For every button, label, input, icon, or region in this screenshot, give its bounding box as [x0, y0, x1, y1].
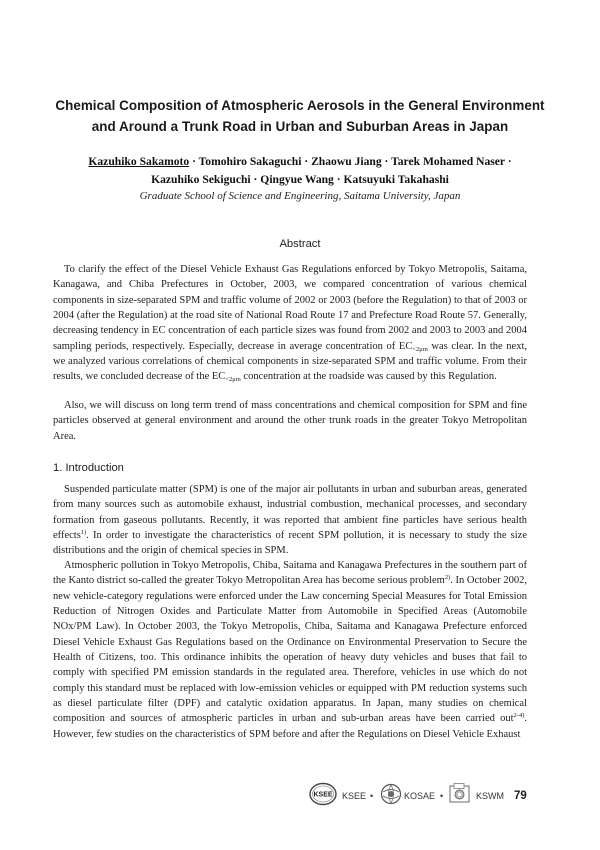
intro-text-a: Suspended particulate matter (SPM) is one of the major air pollutants in urban and suburban areas, generated from many sources such as automobile exhaust, industrial combustion, mechanical processes, and secondary formation from gaseous pollutants. Recently, it was reported that ambient fine particles have serious health effects	[53, 484, 527, 542]
abstract-heading: Abstract	[279, 238, 321, 250]
ksee-logo-text: KSEE	[313, 791, 333, 799]
page-number: 79	[514, 790, 527, 802]
title-line-2: and Around a Trunk Road in Urban and Suburban Areas in Japan	[91, 119, 509, 134]
author-line-1	[40, 153, 560, 171]
abstract-text-c: concentration at the roadside was caused by this Regulation.	[240, 371, 497, 383]
intro-paragraph-2	[53, 558, 527, 742]
title-line-1: Chemical Composition of Atmospheric Aerosols in the General Environment	[55, 98, 545, 113]
citation-superscript: 2)	[444, 574, 451, 582]
footer-ksee: KSEE	[342, 791, 367, 801]
footer-separator: •	[370, 791, 374, 801]
subscript-ec-size: <2μm	[412, 345, 428, 353]
footer-separator: •	[440, 791, 444, 801]
abstract-text-p2: Also, we will discuss on long term trend of mass concentrations and chemical composition for SPM and fine particles observed at general environment and around the other trunk roads in the greater Tokyo Metropolitan Area.	[53, 400, 527, 442]
intro2-text-c: . However, few studies on the characteristics of SPM before and after the Regulations on Diesel Vehicle Exhaust	[53, 713, 527, 740]
affiliation: Graduate School of Science and Engineering, Saitama University, Japan	[139, 190, 461, 202]
intro2-text-b: . In October 2002, new vehicle-category regulations were enforced under the Law concerning Special Measures for Total Emission Reduction of Nitrogen Oxides and Particulate Matter from Automobile in Specified Areas (Automobile NOx/PM Law). In October 2003, the Tokyo Metropolis, Chiba, Saitama and Kanagawa Prefecture enforced Diesel Vehicle Exhaust Gas Regulations based on the Ordinance on Environmental Preservation to Secure the Health of Citizens, too. This ordinance inhibits the operation of heavy duty vehicles and buses that fail to comply with specified PM emission standards in the regulated area. Therefore, vehicles in use which do not comply this standard must be replaced with low-emission vehicles or equipped with PM reduction systems such as diesel particulate filter (DPF) and catalytic oxidation apparatus. In Japan, many studies on chemical composition and sources of atmospheric particles in urban and sub-urban areas have been carried out	[53, 575, 527, 725]
paper-title	[40, 95, 560, 137]
citation-superscript: 1)	[80, 529, 87, 537]
author-line-2: Kazuhiko Sekiguchi · Qingyue Wang · Katsuyuki Takahashi	[151, 173, 449, 186]
abstract-text-a: To clarify the effect of the Diesel Vehicle Exhaust Gas Regulations enforced by Tokyo Metropolis, Saitama, Kanagawa, and Chiba Prefectures in October, 2003, we compared concentration of various chemical components in size-separated SPM and traffic volume of 2002 or 2003 (before the Regulation) to that of 2003 or 2004 (after the Regulation) at the road site of National Road Route 17 and Prefecture Road Route 57. Generally, decreasing tendency in EC concentration of each particle sizes was found from 2002 and 2003 to 2003 and 2004 sampling periods, respectively. Especially, decrease in average concentration of EC	[53, 264, 527, 352]
abstract-paragraph-1	[53, 262, 527, 385]
section-heading-introduction: 1. Introduction	[53, 462, 124, 474]
kswm-emblem-icon	[448, 782, 472, 806]
kosae-globe-icon	[380, 783, 402, 805]
abstract-paragraph-2	[53, 398, 527, 444]
author-list	[40, 153, 560, 189]
footer-kosae: KOSAE	[404, 791, 436, 801]
citation-superscript: 2-4)	[513, 712, 525, 720]
footer-society-logos	[308, 786, 548, 808]
footer-kswm: KSWM	[476, 791, 504, 801]
subscript-ec-size: <2μm	[225, 376, 241, 384]
intro-text-b: . In order to investigate the characteristics of recent SPM pollution, it is necessary to study the size distributions and the origin of chemical species in SPM.	[53, 530, 527, 557]
abstract-text-b: was clear. In the next, we analyzed various correlations of chemical components in size-separated SPM and traffic volume. From their results, we concluded decrease of the EC	[53, 340, 528, 383]
ksee-seal-icon	[308, 782, 338, 806]
intro2-text-a: Atmospheric pollution in Tokyo Metropolis, Chiba, Saitama and Kanagawa Prefectures in the southern part of the Kanto district so-called the greater Tokyo Metropolitan Area has become serious problem	[53, 560, 527, 587]
author-line-1-rest: · Tomohiro Sakaguchi · Zhaowu Jiang · Tarek Mohamed Naser ·	[189, 155, 512, 168]
intro-paragraph-1	[53, 482, 527, 559]
first-author: Kazuhiko Sakamoto	[88, 155, 190, 168]
